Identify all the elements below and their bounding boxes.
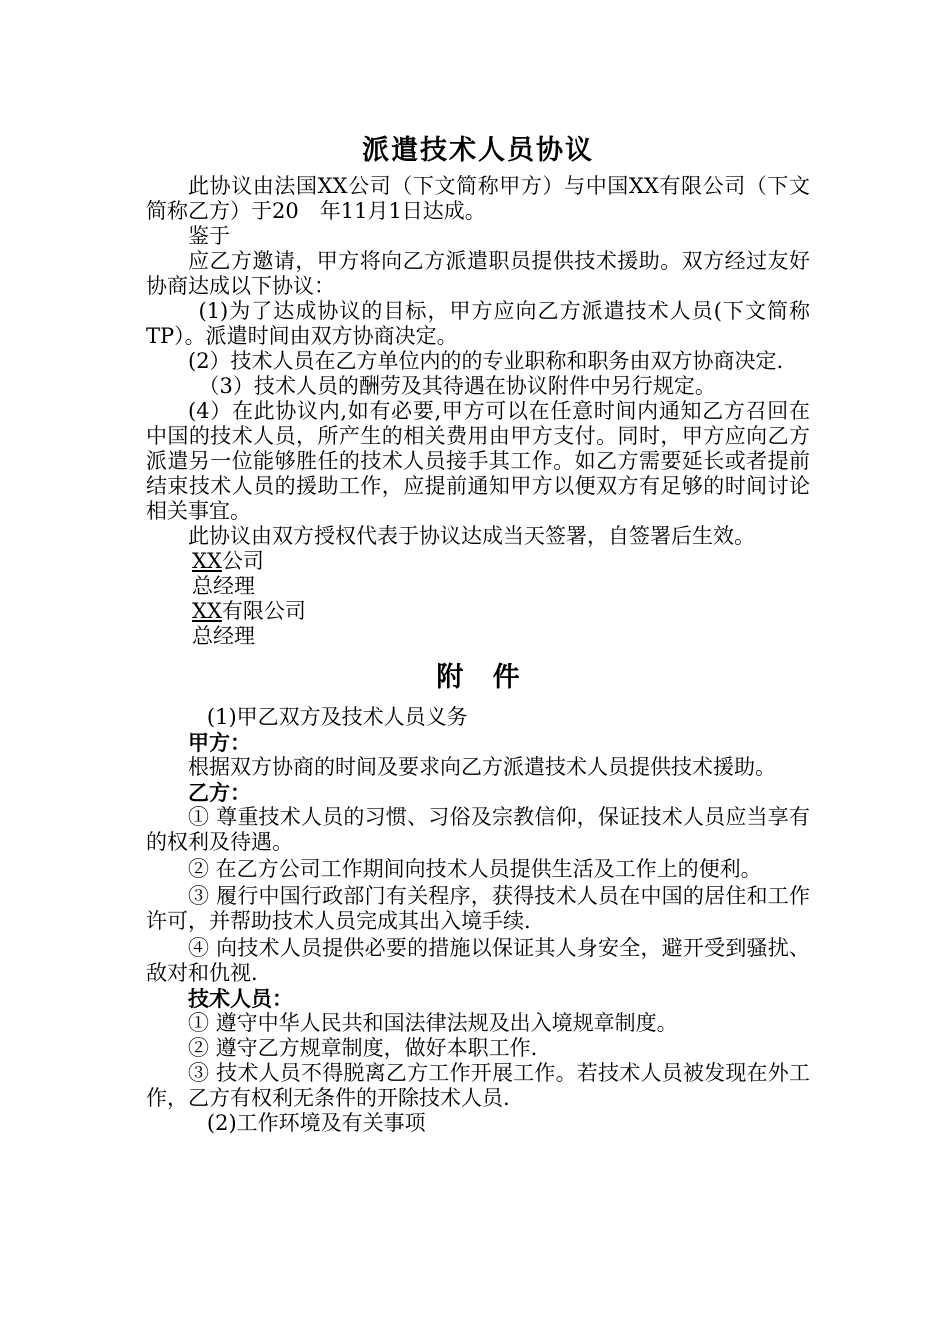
whereas-label: 鉴于 <box>188 224 230 248</box>
annex-staff-label: 技术人员： <box>188 986 293 1011</box>
clause-4: (4）在此协议内,如有必要,甲方可以在任意时间内通知乙方召回在中国的技术人员，所产生的相关费用由甲方支付。同时，甲方应向乙方派遣另一位能够胜任的技术人员接手其工作。如乙方需要延长或者提前结束技术人员的援助工作，应提前通知甲方以便双方有足够的时间讨论相关事宜。 <box>146 399 810 523</box>
signature-party-b <box>146 599 810 624</box>
annex-party-a-text: 根据双方协商的时间及要求向乙方派遣技术人员提供技术援助。 <box>188 755 776 779</box>
agreement-body <box>146 128 810 1136</box>
annex-party-b-item-3: ③ 履行中国行政部门有关程序，获得技术人员在中国的居住和工作许可，并帮助技术人员完成其出入境手续. <box>146 884 810 933</box>
annex-section-2: (2)工作环境及有关事项 <box>206 1111 426 1135</box>
annex-title <box>146 655 810 701</box>
party-a-prefix: XX <box>192 549 222 573</box>
annex-section-1: (1)甲乙双方及技术人员义务 <box>206 705 468 729</box>
annex-party-a-label: 甲方： <box>188 730 251 755</box>
clause-2: (2）技术人员在乙方单位内的的专业职称和职务由双方协商决定. <box>188 349 784 373</box>
party-a-company: 公司 <box>221 549 264 573</box>
party-b-company: 有限公司 <box>221 599 306 623</box>
clause-3: （3）技术人员的酬劳及其待遇在协议附件中另行规定。 <box>198 374 716 398</box>
annex-party-b-item-2: ② 在乙方公司工作期间向技术人员提供生活及工作上的便利。 <box>188 857 762 881</box>
annex-party-b-label: 乙方： <box>188 780 251 805</box>
annex-party-b-item-1: ① 尊重技术人员的习惯、习俗及宗教信仰，保证技术人员应当享有的权利及待遇。 <box>146 805 810 854</box>
signature-party-b-title: 总经理 <box>192 624 255 648</box>
document-title: 派遣技术人员协议 <box>362 135 594 166</box>
party-b-prefix: XX <box>192 599 222 623</box>
intro-paragraph: 此协议由法国XX公司（下文简称甲方）与中国XX有限公司（下文简称乙方）于20 年11月1日达成。 <box>146 174 810 223</box>
annex-staff-item-1: ① 遵守中华人民共和国法律法规及出入境规章制度。 <box>188 1011 678 1035</box>
annex-staff-item-2: ② 遵守乙方规章制度，做好本职工作. <box>188 1036 538 1060</box>
annex-party-b-item-4: ④ 向技术人员提供必要的措施以保证其人身安全，避开受到骚扰、敌对和仇视. <box>146 936 810 985</box>
signature-party-a-title: 总经理 <box>192 574 255 598</box>
effect-paragraph: 此协议由双方授权代表于协议达成当天签署，自签署后生效。 <box>188 524 755 548</box>
annex-title-char-2: 件 <box>492 662 520 693</box>
whereas-paragraph: 应乙方邀请，甲方将向乙方派遣职员提供技术援助。双方经过友好协商达成以下协议： <box>146 249 810 298</box>
signature-party-a <box>146 549 810 574</box>
clause-1: (1)为了达成协议的目标，甲方应向乙方派遣技术人员(下文简称TP）。派遣时间由双方协商决定。 <box>146 299 810 348</box>
annex-title-char-1: 附 <box>436 662 464 693</box>
annex-staff-item-3: ③ 技术人员不得脱离乙方工作开展工作。若技术人员被发现在外工作，乙方有权利无条件的开除技术人员. <box>146 1061 810 1110</box>
